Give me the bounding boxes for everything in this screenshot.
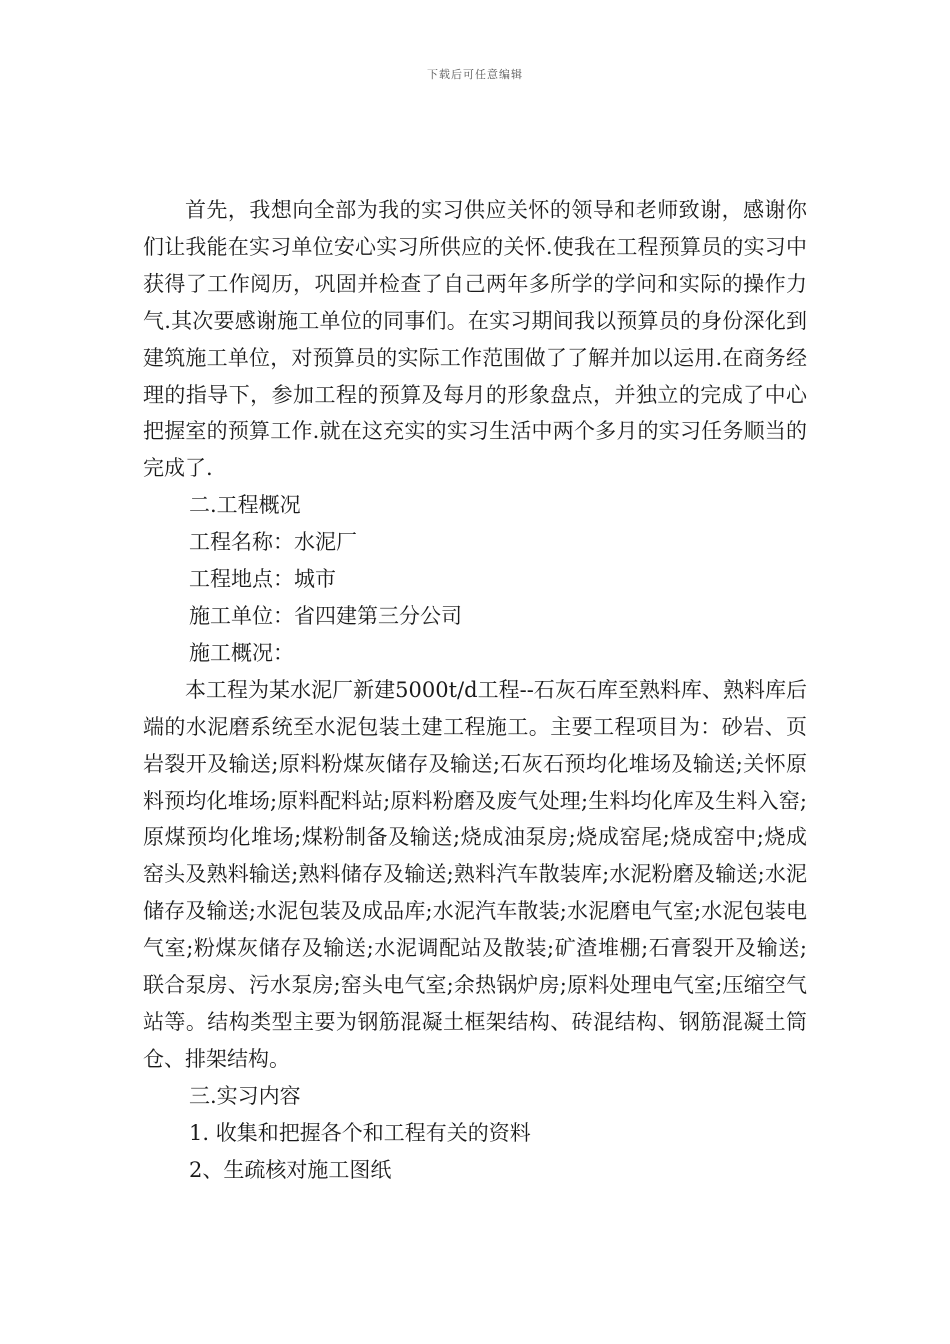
list-item-check-drawings: 2、生疏核对施工图纸: [189, 1157, 392, 1182]
project-location-line: 工程地点：城市: [189, 567, 336, 592]
construction-overview-label: 施工概况：: [189, 640, 294, 665]
intro-paragraph: 首先，我想向全部为我的实习供应关怀的领导和老师致谢，感谢你们让我能在实习单位安心实习所供应的关怀.使我在工程预算员的实习中获得了工作阅历，巩固并检查了自己两年多所学的学问和实际的操作力气.其次要感谢施工单位的同事们。在实习期间我以预算员的身份深化到建筑施工单位，对预算员的实际工作范围做了了解并加以运用.在商务经理的指导下，参加工程的预算及每月的形象盘点，并独立的完成了中心把握室的预算工作.就在这充实的实习生活中两个多月的实习任务顺当的完成了.: [143, 198, 807, 481]
section-heading-internship-content: 三.实习内容: [189, 1083, 301, 1108]
section-heading-project-overview: 二.工程概况: [189, 493, 301, 518]
list-item-collect-materials: 1. 收集和把握各个和工程有关的资料: [189, 1120, 531, 1145]
project-name-line: 工程名称：水泥厂: [189, 530, 357, 555]
construction-overview-paragraph: 本工程为某水泥厂新建5000t/d工程--石灰石库至熟料库、熟料库后端的水泥磨系统至水泥包装土建工程施工。主要工程项目为：砂岩、页岩裂开及输送;原料粉煤灰储存及输送;石灰石预均化堆场及输送;关怀原料预均化堆场;原料配料站;原料粉磨及废气处理;生料均化库及生料入窑;原煤预均化堆场;煤粉制备及输送;烧成油泵房;烧成窑尾;烧成窑中;烧成窑头及熟料输送;熟料储存及输送;熟料汽车散装库;水泥粉磨及输送;水泥储存及输送;水泥包装及成品库;水泥汽车散装;水泥磨电气室;水泥包装电气室;粉煤灰储存及输送;水泥调配站及散装;矿渣堆棚;石膏裂开及输送;联合泵房、污水泵房;窑头电气室;余热锅炉房;原料处理电气室;压缩空气站等。结构类型主要为钢筋混凝土框架结构、砖混结构、钢筋混凝土筒仓、排架结构。: [143, 677, 807, 1071]
page-header: 下载后可任意编辑: [427, 68, 523, 81]
construction-unit-line: 施工单位：省四建第三分公司: [189, 603, 462, 628]
document-body: [143, 192, 807, 1188]
